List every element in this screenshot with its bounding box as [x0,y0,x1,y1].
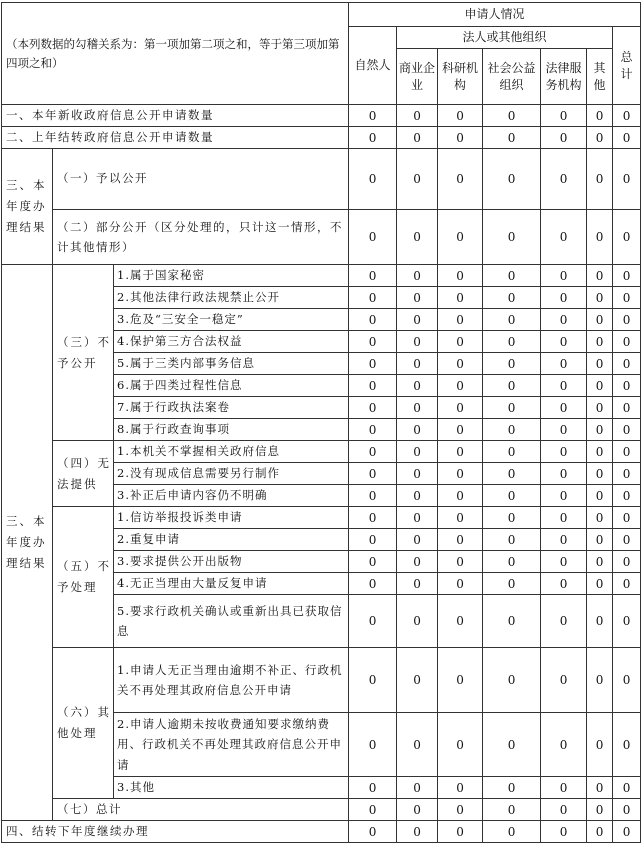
value-cell: 0 [541,441,587,463]
value-cell: 0 [483,353,541,375]
value-cell: 0 [438,375,483,397]
value-cell: 0 [541,210,587,265]
value-cell: 0 [483,265,541,287]
value-cell: 0 [438,463,483,485]
value-cell: 0 [349,265,397,287]
value-cell: 0 [613,419,641,441]
row-label: 3.危及“三安全一稳定” [114,309,349,331]
value-cell: 0 [349,529,397,551]
value-cell: 0 [587,463,613,485]
value-cell: 0 [587,375,613,397]
value-cell: 0 [613,210,641,265]
value-cell: 0 [397,149,438,210]
value-cell: 0 [397,375,438,397]
row-label: 4.保护第三方合法权益 [114,331,349,353]
value-cell: 0 [397,287,438,309]
value-cell: 0 [349,309,397,331]
value-cell: 0 [587,507,613,529]
table-row [2,265,641,287]
value-cell: 0 [438,397,483,419]
value-cell: 0 [483,485,541,507]
value-cell: 0 [349,821,397,843]
category-not-processed: （五）不予处理 [53,507,114,648]
value-cell: 0 [349,463,397,485]
category-other-processing: （六）其他处理 [53,648,114,799]
value-cell: 0 [438,777,483,799]
value-cell: 0 [587,777,613,799]
value-cell: 0 [483,149,541,210]
legal-persons-header: 法人或其他组织 [397,27,613,49]
value-cell: 0 [397,713,438,777]
row-label: （七）总计 [53,799,349,821]
section3-label-main: 三、本年度办理结果 [2,265,53,821]
table-row [2,149,641,210]
value-cell: 0 [397,105,438,127]
value-cell: 0 [613,265,641,287]
value-cell: 0 [483,331,541,353]
table-row [2,507,641,529]
value-cell: 0 [438,441,483,463]
col-header-commercial: 商业企业 [397,49,438,105]
row-label: 二、上年结转政府信息公开申请数量 [2,127,349,149]
value-cell: 0 [397,507,438,529]
value-cell: 0 [587,529,613,551]
value-cell: 0 [349,105,397,127]
value-cell: 0 [587,595,613,648]
value-cell: 0 [438,799,483,821]
value-cell: 0 [587,821,613,843]
value-cell: 0 [349,551,397,573]
value-cell: 0 [483,419,541,441]
row-label: 一、本年新收政府信息公开申请数量 [2,105,349,127]
value-cell: 0 [613,353,641,375]
value-cell: 0 [349,127,397,149]
value-cell: 0 [541,265,587,287]
value-cell: 0 [438,353,483,375]
section3-label-top: 三、本年度办理结果 [2,149,53,265]
value-cell: 0 [613,441,641,463]
value-cell: 0 [541,799,587,821]
row-label: 2.申请人逾期未按收费通知要求缴纳费用、行政机关不再处理其政府信息公开申请 [114,713,349,777]
table-row [2,127,641,149]
row-label: 2.其他法律行政法规禁止公开 [114,287,349,309]
value-cell: 0 [438,331,483,353]
value-cell: 0 [541,821,587,843]
value-cell: 0 [483,441,541,463]
value-cell: 0 [587,105,613,127]
value-cell: 0 [438,648,483,713]
value-cell: 0 [541,127,587,149]
value-cell: 0 [349,799,397,821]
value-cell: 0 [541,287,587,309]
value-cell: 0 [613,551,641,573]
value-cell: 0 [483,821,541,843]
value-cell: 0 [397,309,438,331]
value-cell: 0 [349,441,397,463]
value-cell: 0 [541,375,587,397]
total-header: 总计 [613,27,641,105]
row-label: 4.无正当理由大量反复申请 [114,573,349,595]
value-cell: 0 [587,149,613,210]
value-cell: 0 [397,353,438,375]
value-cell: 0 [613,529,641,551]
value-cell: 0 [587,210,613,265]
value-cell: 0 [397,331,438,353]
value-cell: 0 [397,397,438,419]
value-cell: 0 [613,573,641,595]
row-label: 6.属于四类过程性信息 [114,375,349,397]
table-row [2,799,641,821]
value-cell: 0 [397,127,438,149]
value-cell: 0 [483,799,541,821]
value-cell: 0 [483,463,541,485]
value-cell: 0 [587,713,613,777]
col-header-research: 科研机构 [438,49,483,105]
value-cell: 0 [587,353,613,375]
value-cell: 0 [587,441,613,463]
value-cell: 0 [438,507,483,529]
table-row [2,648,641,713]
value-cell: 0 [483,595,541,648]
value-cell: 0 [541,777,587,799]
value-cell: 0 [397,529,438,551]
row-label: 3.补正后申请内容仍不明确 [114,485,349,507]
table-row [2,441,641,463]
row-label: 1.申请人无正当理由逾期不补正、行政机关不再处理其政府信息公开申请 [114,648,349,713]
value-cell: 0 [541,105,587,127]
category-not-public: （三）不予公开 [53,265,114,441]
value-cell: 0 [541,595,587,648]
value-cell: 0 [541,713,587,777]
value-cell: 0 [613,105,641,127]
value-cell: 0 [613,648,641,713]
value-cell: 0 [483,287,541,309]
value-cell: 0 [613,397,641,419]
value-cell: 0 [541,353,587,375]
value-cell: 0 [438,573,483,595]
value-cell: 0 [397,821,438,843]
value-cell: 0 [349,595,397,648]
value-cell: 0 [438,595,483,648]
value-cell: 0 [587,397,613,419]
value-cell: 0 [438,105,483,127]
row-label: 5.要求行政机关确认或重新出具已获取信息 [114,595,349,648]
value-cell: 0 [613,127,641,149]
value-cell: 0 [541,149,587,210]
value-cell: 0 [613,331,641,353]
row-label: 3.要求提供公开出版物 [114,551,349,573]
value-cell: 0 [438,485,483,507]
table-row [2,210,641,265]
value-cell: 0 [613,595,641,648]
value-cell: 0 [483,529,541,551]
value-cell: 0 [349,331,397,353]
value-cell: 0 [349,777,397,799]
value-cell: 0 [587,309,613,331]
col-header-other: 其他 [587,49,613,105]
value-cell: 0 [541,397,587,419]
row-label: 四、结转下年度继续办理 [2,821,349,843]
applicant-situation-header: 申请人情况 [349,3,641,27]
value-cell: 0 [438,821,483,843]
value-cell: 0 [483,397,541,419]
value-cell: 0 [483,127,541,149]
value-cell: 0 [613,713,641,777]
value-cell: 0 [587,799,613,821]
value-cell: 0 [438,419,483,441]
value-cell: 0 [349,648,397,713]
value-cell: 0 [438,529,483,551]
value-cell: 0 [438,309,483,331]
value-cell: 0 [438,149,483,210]
value-cell: 0 [613,777,641,799]
value-cell: 0 [397,551,438,573]
value-cell: 0 [587,485,613,507]
row-label: 8.属于行政查询事项 [114,419,349,441]
value-cell: 0 [587,551,613,573]
value-cell: 0 [349,573,397,595]
value-cell: 0 [587,573,613,595]
value-cell: 0 [541,529,587,551]
value-cell: 0 [349,507,397,529]
table-row [2,105,641,127]
value-cell: 0 [349,397,397,419]
value-cell: 0 [483,309,541,331]
value-cell: 0 [613,375,641,397]
value-cell: 0 [541,573,587,595]
value-cell: 0 [438,287,483,309]
col-header-legal-services: 法律服务机构 [541,49,587,105]
value-cell: 0 [613,149,641,210]
value-cell: 0 [438,127,483,149]
value-cell: 0 [349,419,397,441]
value-cell: 0 [349,210,397,265]
value-cell: 0 [397,777,438,799]
value-cell: 0 [483,648,541,713]
value-cell: 0 [541,309,587,331]
row-label: 1.本机关不掌握相关政府信息 [114,441,349,463]
category-cannot-provide: （四）无法提供 [53,441,114,507]
value-cell: 0 [483,551,541,573]
value-cell: 0 [349,375,397,397]
value-cell: 0 [397,419,438,441]
natural-person-header: 自然人 [349,27,397,105]
col-header-social-welfare: 社会公益组织 [483,49,541,105]
value-cell: 0 [483,713,541,777]
value-cell: 0 [438,713,483,777]
value-cell: 0 [587,419,613,441]
value-cell: 0 [541,551,587,573]
row-label: 2.重复申请 [114,529,349,551]
value-cell: 0 [613,821,641,843]
value-cell: 0 [483,375,541,397]
value-cell: 0 [438,210,483,265]
row-label: 5.属于三类内部事务信息 [114,353,349,375]
value-cell: 0 [349,149,397,210]
value-cell: 0 [349,287,397,309]
value-cell: 0 [613,463,641,485]
value-cell: 0 [541,648,587,713]
value-cell: 0 [397,210,438,265]
row-label: 2.没有现成信息需要另行制作 [114,463,349,485]
row-label: 1.属于国家秘密 [114,265,349,287]
row-label: 7.属于行政执法案卷 [114,397,349,419]
value-cell: 0 [397,485,438,507]
value-cell: 0 [397,441,438,463]
value-cell: 0 [438,265,483,287]
value-cell: 0 [483,105,541,127]
row-label: 3.其他 [114,777,349,799]
value-cell: 0 [587,127,613,149]
value-cell: 0 [397,573,438,595]
value-cell: 0 [397,265,438,287]
value-cell: 0 [613,799,641,821]
value-cell: 0 [349,485,397,507]
row-label: （一）予以公开 [53,149,349,210]
value-cell: 0 [483,507,541,529]
value-cell: 0 [483,777,541,799]
value-cell: 0 [483,210,541,265]
value-cell: 0 [587,648,613,713]
value-cell: 0 [397,463,438,485]
value-cell: 0 [613,485,641,507]
table-row [2,821,641,843]
value-cell: 0 [541,331,587,353]
value-cell: 0 [349,713,397,777]
value-cell: 0 [541,485,587,507]
value-cell: 0 [541,463,587,485]
value-cell: 0 [438,551,483,573]
value-cell: 0 [587,265,613,287]
value-cell: 0 [613,287,641,309]
value-cell: 0 [349,353,397,375]
value-cell: 0 [483,573,541,595]
disclosure-stats-table [1,2,641,843]
value-cell: 0 [397,648,438,713]
value-cell: 0 [541,419,587,441]
header-note: （本列数据的勾稽关系为：第一项加第二项之和，等于第三项加第四项之和） [2,3,349,105]
value-cell: 0 [613,309,641,331]
row-label: 1.信访举报投诉类申请 [114,507,349,529]
value-cell: 0 [397,799,438,821]
row-label: （二）部分公开（区分处理的，只计这一情形，不计其他情形） [53,210,349,265]
value-cell: 0 [587,287,613,309]
value-cell: 0 [613,507,641,529]
value-cell: 0 [587,331,613,353]
value-cell: 0 [397,595,438,648]
value-cell: 0 [541,507,587,529]
